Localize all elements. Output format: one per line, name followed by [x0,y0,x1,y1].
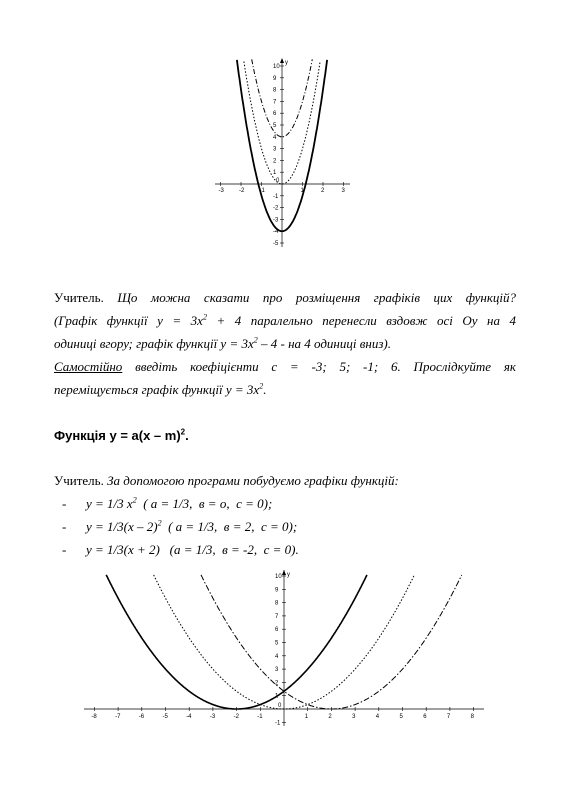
x-tick-label: 6 [423,714,427,720]
curve-shift-right [201,575,462,709]
task-text: . [263,382,267,397]
y-tick-label: -5 [273,241,279,247]
function-list [62,492,299,561]
y-tick-label: 10 [273,64,280,70]
y-axis-label: y [287,572,290,578]
heading-text: Функція y = a(x – m) [54,428,181,443]
y-axis-arrow [280,58,284,63]
exponent: 2 [157,518,162,528]
teacher-question [54,286,516,309]
coefficients: (a = 1/3, в = -2, c = 0). [159,542,299,557]
x-tick-label: 8 [470,714,474,720]
x-tick-label: -7 [115,714,121,720]
heading-text: . [185,428,189,443]
task-text: введіть коефіцієнти c = -3; 5; -1; 6. Прослідкуйте як [122,359,516,374]
y-tick-label: -3 [273,217,279,224]
instruction-text: За допомогою програми побудуємо графіки функцій: [107,473,399,488]
graph2-plot [80,566,490,728]
y-tick-label: 9 [275,587,279,594]
list-item [62,492,299,515]
section-heading [54,424,516,447]
graph1-plot [210,55,355,250]
x-tick-label: 3 [341,188,345,194]
origin-label: 0 [278,703,282,709]
x-tick-label: 3 [352,714,356,720]
exponent: 2 [180,427,186,437]
y-tick-label: 1 [275,693,279,700]
y-tick-label: 2 [275,680,279,687]
x-tick-label: -4 [186,714,192,720]
y-tick-label: -4 [273,229,279,236]
x-tick-label: -1 [259,188,265,194]
x-tick-label: -6 [138,714,145,720]
y-tick-label: -2 [273,205,279,212]
x-tick-label: 4 [375,714,380,720]
formula: y = 1/3(x + 2) [86,542,160,557]
x-tick-label: 7 [446,714,451,720]
answer-line-2 [54,332,516,355]
y-tick-label: 5 [275,640,279,647]
teacher-instruction-line [54,469,516,492]
x-tick-label: -3 [209,714,216,720]
underlined-word: Самостійно [54,359,123,374]
exponent: 2 [259,381,264,391]
list-dash: - [62,496,67,511]
task-line-2 [54,378,516,401]
exponent: 2 [202,312,207,322]
list-dash: - [62,542,67,557]
graph-vertical-shift [210,55,355,250]
x-tick-label: -2 [233,714,239,720]
y-tick-label: 4 [273,134,277,141]
list-item [62,515,299,538]
y-tick-label: 8 [273,87,277,94]
coefficients: ( a = 1/3, в = о, c = 0); [136,496,273,511]
y-tick-label: 8 [275,600,279,607]
y-tick-label: 3 [273,146,277,153]
x-tick-label: -8 [91,714,97,720]
answer-text: одиниці вгору; графік функції y = 3x [54,336,254,351]
origin-label: 0 [276,178,280,184]
curve-shift-left [106,575,367,709]
y-tick-label: 3 [275,667,279,674]
y-tick-label: 5 [273,123,277,129]
task-text: переміщується графік функції y = 3x [54,382,260,397]
x-tick-label: 1 [300,188,304,194]
y-tick-label: 6 [273,111,277,118]
x-tick-label: -2 [239,188,245,194]
x-tick-label: -5 [162,714,168,720]
coefficients: ( a = 1/3, в = 2, c = 0); [161,519,298,534]
answer-text: (Графік функції y = 3x [54,313,203,328]
task-line-1 [54,355,516,378]
x-tick-label: 2 [328,714,332,720]
y-tick-label: 7 [275,613,279,620]
formula: y = 1/3(x – 2) [86,519,158,534]
answer-text: – 4 - на 4 одиниці вниз). [257,336,391,351]
x-tick-label: 2 [321,188,325,194]
y-tick-label: 2 [273,158,277,165]
y-tick-label: -1 [273,193,279,200]
y-axis-label: y [285,60,288,66]
y-tick-label: 6 [275,627,279,634]
answer-text: + 4 паралельно перенесли вздовж осі Оу на 4 [206,313,516,328]
y-tick-label: 7 [273,99,277,106]
exponent: 2 [132,495,137,505]
y-tick-label: 4 [275,653,279,660]
x-tick-label: -3 [218,188,224,194]
list-dash: - [62,519,67,534]
y-tick-label: 9 [273,75,277,82]
answer-line-1 [54,309,516,332]
speaker-label: Учитель. [54,290,104,305]
formula: y = 1/3 x [86,496,133,511]
y-axis-arrow [282,570,286,575]
speaker-label: Учитель. [54,473,104,488]
x-tick-label: -1 [257,714,263,720]
y-tick-label: -1 [275,720,281,727]
exponent: 2 [253,335,258,345]
graph-horizontal-shift [80,566,490,728]
x-tick-label: 5 [399,714,403,720]
list-item [62,538,299,561]
y-tick-label: 10 [275,574,282,580]
x-tick-label: 1 [304,714,309,720]
question-text: Що можна сказати про розміщення графіків цих функцій? [117,290,517,305]
y-tick-label: 1 [273,170,277,177]
